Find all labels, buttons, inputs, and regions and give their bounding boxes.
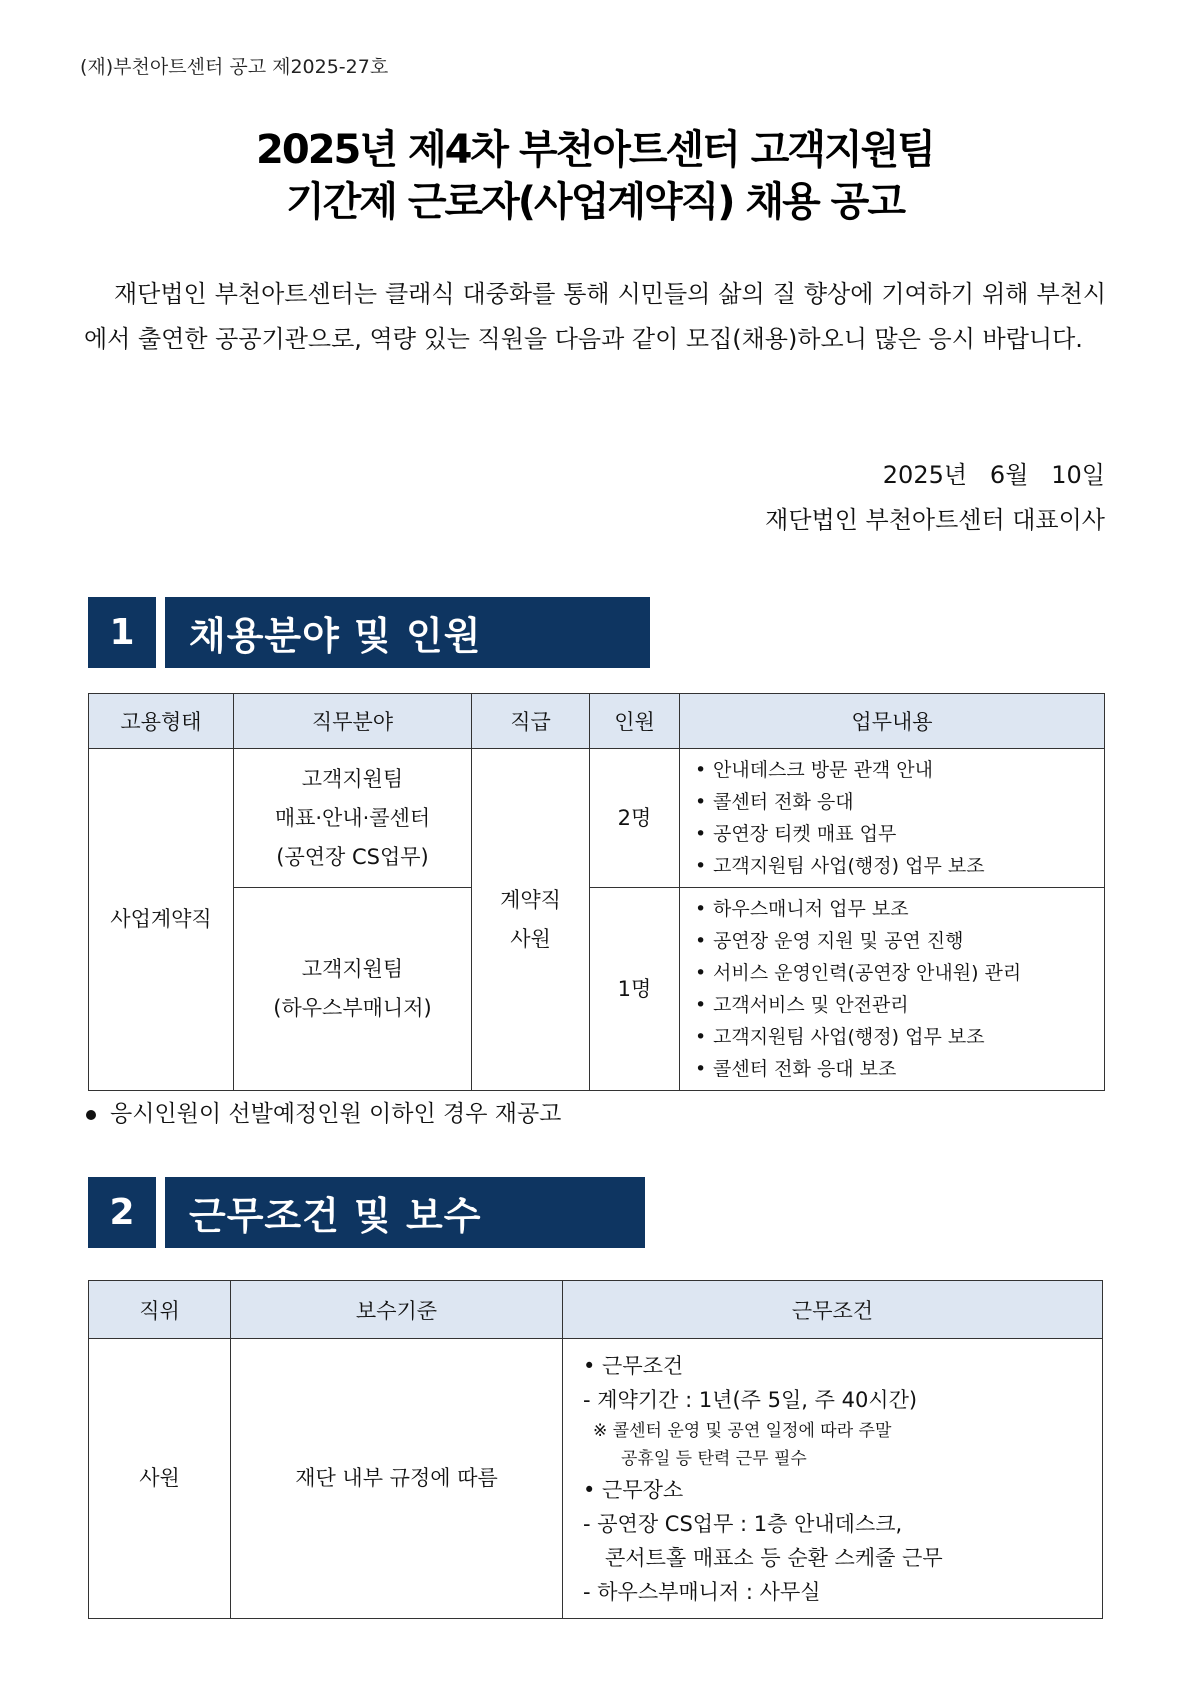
condition-heading: • 근무조건 [583,1353,684,1378]
duty-item: • 고객지원팀 사업(행정) 업무 보조 [693,1021,1103,1053]
recruitment-table [88,693,1105,1091]
headcount-cell: 2명 [590,749,680,888]
header-pay-standard: 보수기준 [231,1281,563,1339]
table-row [89,888,1105,1091]
header-position: 직위 [89,1281,231,1339]
conditions-cell [563,1339,1103,1619]
table-header-row [89,694,1105,749]
duty-item: • 공연장 운영 지원 및 공연 진행 [693,925,1103,957]
duty-item: • 고객서비스 및 안전관리 [693,989,1103,1021]
condition-line: 콘서트홀 매표소 등 순환 스케줄 근무 [605,1545,943,1570]
job-field-line: 고객지원팀 [301,766,404,791]
position-cell: 사원 [89,1339,231,1619]
pay-cell: 재단 내부 규정에 따름 [231,1339,563,1619]
table-row [89,1339,1103,1619]
header-duties: 업무내용 [680,694,1105,749]
header-employment-type: 고용형태 [89,694,234,749]
duties-cell [680,749,1105,888]
condition-line: - 계약기간 : 1년(주 5일, 주 40시간) [583,1387,918,1412]
condition-line: - 하우스부매니저 : 사무실 [583,1579,821,1604]
grade-cell [472,749,590,1091]
duty-item: • 고객지원팀 사업(행정) 업무 보조 [693,850,1103,882]
grade-line: 계약직 [500,887,561,912]
condition-line: - 공연장 CS업무 : 1층 안내데스크, [583,1511,903,1536]
job-field-line: 고객지원팀 [301,957,404,981]
job-field-cell [234,749,472,888]
header-headcount: 인원 [590,694,680,749]
note-text: 응시인원이 선발예정인원 이하인 경우 재공고 [110,1101,562,1127]
document-number: (재)부천아트센터 공고 제2025-27호 [80,56,389,78]
duties-cell [680,888,1105,1091]
reannouncement-note [86,1095,561,1128]
section-2-number: 2 [88,1177,156,1248]
bullet-icon [86,1110,96,1120]
table-row [89,749,1105,888]
section-1-number: 1 [88,597,156,668]
job-field-line: (공연장 CS업무) [276,844,429,869]
job-field-line: (하우스부매니저) [273,996,432,1020]
header-grade: 직급 [472,694,590,749]
header-job-field: 직무분야 [234,694,472,749]
job-field-line: 매표·안내·콜센터 [274,805,431,830]
table-header-row [89,1281,1103,1339]
condition-heading: • 근무장소 [583,1477,684,1502]
header-work-conditions: 근무조건 [563,1281,1103,1339]
employment-type-cell: 사업계약직 [89,749,234,1091]
announcement-date: 2025년 6월 10일 [882,461,1105,489]
duty-item: • 콜센터 전화 응대 [693,786,1103,818]
intro-paragraph: 재단법인 부천아트센터는 클래식 대중화를 통해 시민들의 삶의 질 향상에 기여하기 위해 부천시에서 출연한 공공기관으로, 역량 있는 직원을 다음과 같이 모집(채용)하오니 많은 응시 바랍니다. [84,280,1106,353]
section-2-title: 근무조건 및 보수 [165,1177,645,1248]
job-field-cell [234,888,472,1091]
duty-item: • 안내데스크 방문 관객 안내 [693,754,1103,786]
condition-remark: 공휴일 등 탄력 근무 필수 [621,1448,807,1469]
section-1-title: 채용분야 및 인원 [165,597,650,668]
issuer: 재단법인 부천아트센터 대표이사 [765,506,1105,534]
duty-item: • 서비스 운영인력(공연장 안내원) 관리 [693,957,1103,989]
page-title-line2: 기간제 근로자(사업계약직) 채용 공고 [286,179,904,225]
duty-item: • 공연장 티켓 매표 업무 [693,818,1103,850]
grade-line: 사원 [510,926,551,951]
headcount-cell: 1명 [590,888,680,1091]
condition-remark: ※ 콜센터 운영 및 공연 일정에 따라 주말 [593,1420,892,1441]
conditions-table [88,1280,1103,1619]
page-title-line1: 2025년 제4차 부천아트센터 고객지원팀 [256,127,934,173]
duty-item: • 콜센터 전화 응대 보조 [693,1053,1103,1085]
duty-item: • 하우스매니저 업무 보조 [693,893,1103,925]
